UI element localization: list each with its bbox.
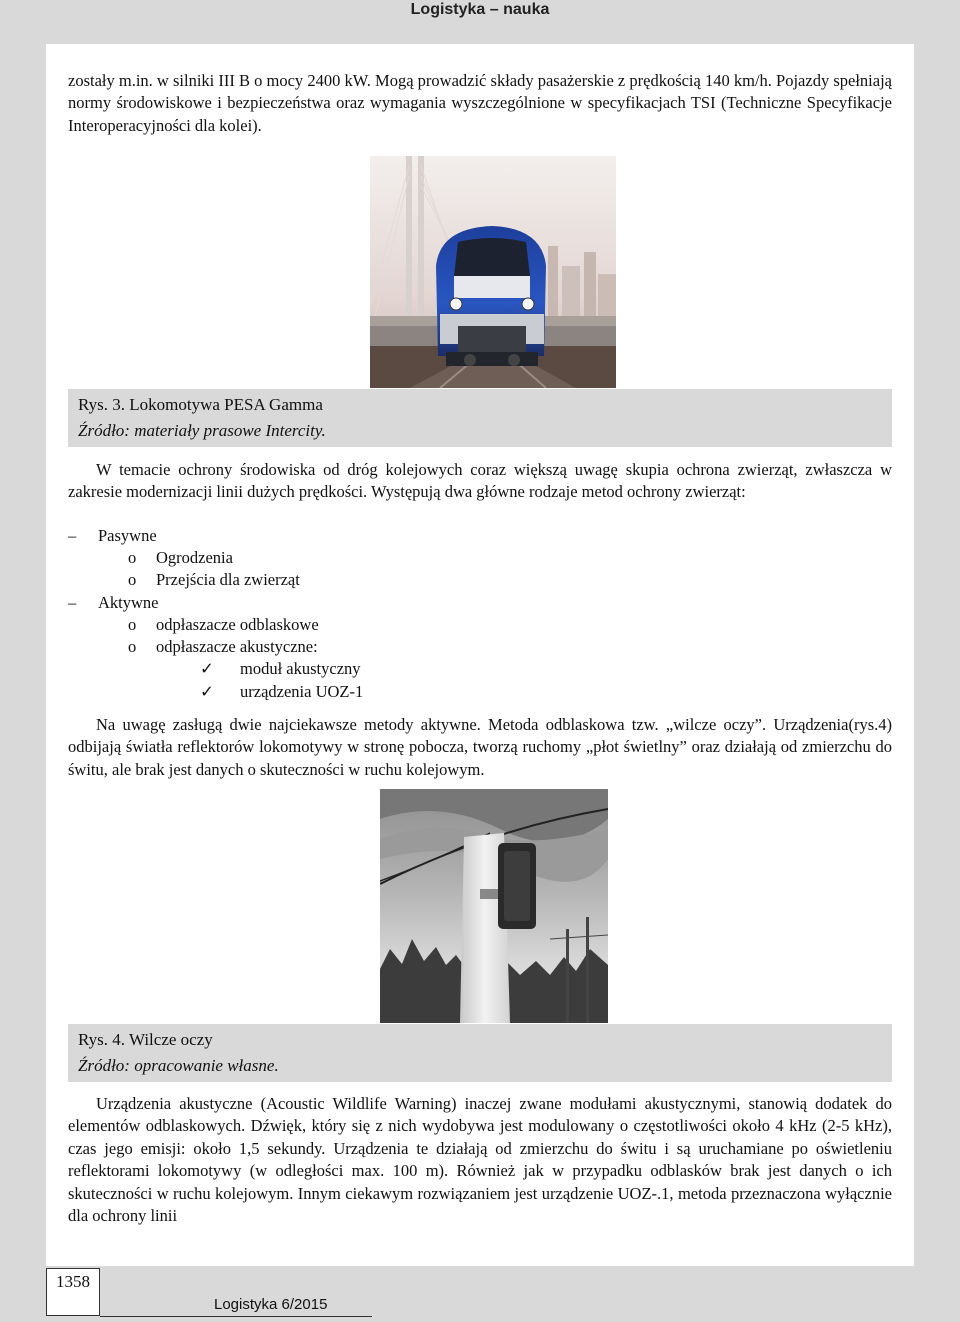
locomotive-photo bbox=[370, 156, 616, 388]
paragraph-protection: W temacie ochrony środowiska od dróg kolejowych coraz większą uwagę skupia ochrona zwierząt, zwłaszcza w zakresie modernizacji linii dużych prędkości. Występują dwa główne rodzaje metod ochrony zwierząt: bbox=[68, 460, 892, 502]
list-item bbox=[128, 569, 300, 591]
list-item-label: moduł akustyczny bbox=[240, 659, 361, 678]
journal-issue: Logistyka 6/2015 bbox=[214, 1296, 328, 1313]
list-item-label: urządzenia UOZ-1 bbox=[240, 682, 364, 701]
list-passive bbox=[68, 525, 157, 547]
circle-bullet: o bbox=[128, 637, 137, 656]
list-item bbox=[128, 636, 318, 658]
list-item-label: Przejścia dla zwierząt bbox=[156, 570, 300, 589]
circle-bullet: o bbox=[128, 548, 137, 567]
checkmark-icon: ✓ bbox=[200, 659, 214, 678]
checkmark-icon: ✓ bbox=[200, 682, 214, 701]
paragraph-active-methods: Na uwagę zasługą dwie najciekawsze metody aktywne. Metoda odblaskowa tzw. „wilcze oczy”. Urządzenia(rys.4) odbijają światła reflektorów lokomotywy w stronę pobocza, tworzą ruchomy „płot świetlny” oraz działają od zmierzchu do świtu, ale brak jest danych o skuteczności w ruchu kolejowym. bbox=[68, 715, 892, 779]
footer-rule bbox=[100, 1316, 372, 1317]
list-item bbox=[128, 614, 319, 636]
paragraph-engines: zostały m.in. w silniki III B o mocy 2400 kW. Mogą prowadzić składy pasażerskie z prędkością 140 km/h. Pojazdy spełniają normy środowiskowe i bezpieczeństwa oraz wymagania wyszczególnione w specyfikacjach TSI (Techniczne Specyfikacje Interoperacyjności dla kolei). bbox=[68, 71, 892, 135]
wolf-eyes-photo bbox=[380, 789, 608, 1023]
list-item-label: Ogrodzenia bbox=[156, 548, 233, 567]
figure-3-caption-box bbox=[68, 389, 892, 447]
list-passive-label: Pasywne bbox=[98, 526, 157, 545]
page-number: 1358 bbox=[46, 1268, 100, 1316]
figure-3-caption: Rys. 3. Lokomotywa PESA Gamma bbox=[78, 395, 323, 414]
running-header: Logistyka – nauka bbox=[410, 1, 550, 18]
list-item-label: odpłaszacze odblaskowe bbox=[156, 615, 319, 634]
figure-4-caption-box bbox=[68, 1024, 892, 1082]
list-item bbox=[200, 658, 361, 680]
list-item-label: odpłaszacze akustyczne: bbox=[156, 637, 318, 656]
circle-bullet: o bbox=[128, 570, 137, 589]
list-active-label: Aktywne bbox=[98, 593, 159, 612]
list-item bbox=[200, 681, 363, 703]
figure-4-caption: Rys. 4. Wilcze oczy bbox=[78, 1030, 213, 1049]
figure-3-source: Źródło: materiały prasowe Intercity. bbox=[78, 421, 326, 440]
circle-bullet: o bbox=[128, 615, 137, 634]
list-item bbox=[128, 547, 233, 569]
dash-bullet: – bbox=[68, 593, 77, 612]
list-active bbox=[68, 592, 159, 614]
paragraph-acoustic-devices: Urządzenia akustyczne (Acoustic Wildlife Warning) inaczej zwane modułami akustycznymi, stanowią dodatek do elementów odblaskowych. Dźwięk, który się z nich wydobywa jest modulowany o częstotliwości około 4 kHz (2-5 kHz), czas jego emisji: około 1,5 sekundy. Urządzenia te działają od zmierzchu do świtu i są uruchamiane po oświetleniu reflektorami lokomotywy (w odległości max. 100 m). Również jak w przypadku odblasków brak jest danych o ich skuteczności w ruchu kolejowym. Innym ciekawym rozwiązaniem jest urządzenie UOZ-.1, metoda przeznaczona wyłącznie dla ochrony linii bbox=[68, 1094, 892, 1226]
figure-4-source: Źródło: opracowanie własne. bbox=[78, 1056, 279, 1075]
dash-bullet: – bbox=[68, 526, 77, 545]
